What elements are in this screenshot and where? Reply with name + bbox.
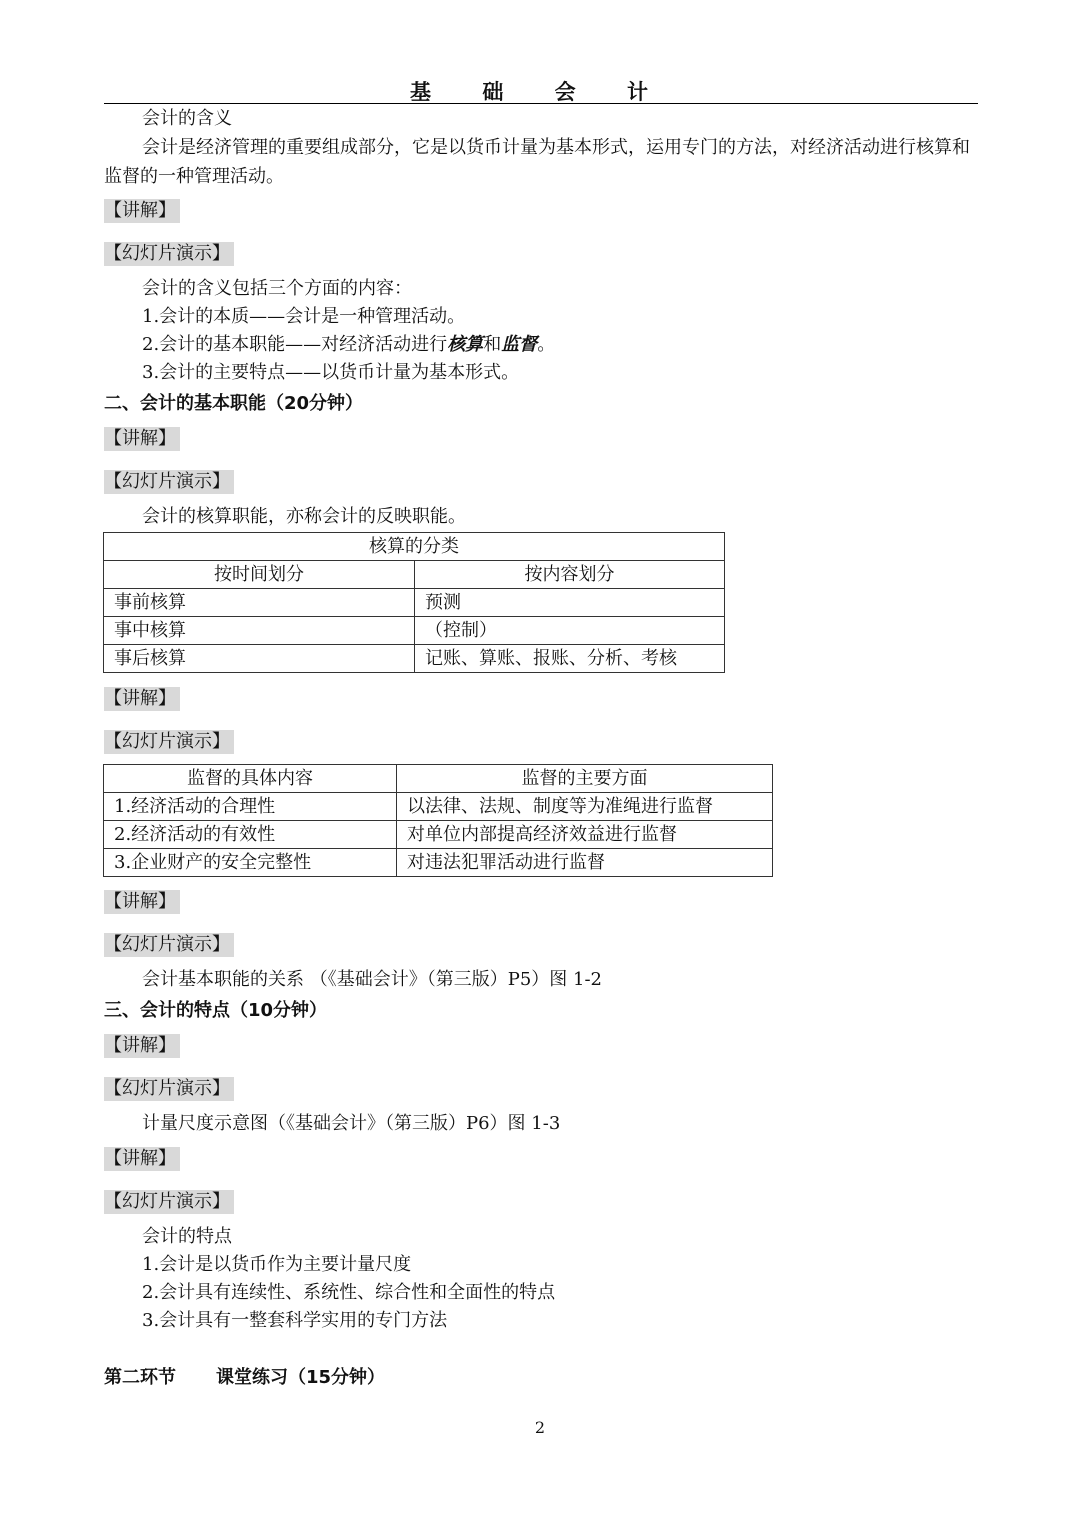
meaning-item-2-text: 2.会计的基本职能——对经济活动进行 bbox=[142, 334, 448, 355]
table-cell: 记账、算账、报账、分析、考核 bbox=[415, 645, 725, 673]
slides-tag: 【幻灯片演示】 bbox=[104, 1190, 234, 1214]
explain-tag: 【讲解】 bbox=[104, 427, 180, 451]
table-cell: 以法律、法规、制度等为准绳进行监督 bbox=[397, 793, 773, 821]
table-cell: 对单位内部提高经济效益进行监督 bbox=[397, 821, 773, 849]
emphasis-accounting: 核算 bbox=[447, 334, 484, 355]
section2-heading bbox=[104, 1364, 385, 1392]
meaning-definition: 会计是经济管理的重要组成部分，它是以货币计量为基本形式，运用专门的方法，对经济活动进行核算和监督的一种管理活动。 bbox=[104, 137, 970, 187]
column-header: 监督的具体内容 bbox=[104, 765, 397, 793]
function-relation-note: 会计基本职能的关系 （《基础会计》（第三版）P5）图 1-2 bbox=[142, 969, 602, 990]
explain-tag: 【讲解】 bbox=[104, 890, 180, 914]
slides-tag: 【幻灯片演示】 bbox=[104, 1077, 234, 1101]
slides-tag: 【幻灯片演示】 bbox=[104, 470, 234, 494]
meaning-item-3: 3.会计的主要特点——以货币计量为基本形式。 bbox=[142, 362, 520, 383]
column-header: 按时间划分 bbox=[104, 561, 415, 589]
slides-tag: 【幻灯片演示】 bbox=[104, 242, 234, 266]
meaning-intro: 会计的含义包括三个方面的内容： bbox=[142, 278, 412, 299]
column-header: 按内容划分 bbox=[415, 561, 725, 589]
meaning-item-2-end: 。 bbox=[537, 334, 556, 355]
feature-item-1: 1.会计是以货币作为主要计量尺度 bbox=[142, 1254, 412, 1275]
explain-tag: 【讲解】 bbox=[104, 199, 180, 223]
table-cell: 3.企业财产的安全完整性 bbox=[104, 849, 397, 877]
table-row bbox=[104, 821, 773, 849]
slides-tag: 【幻灯片演示】 bbox=[104, 730, 234, 754]
column-header: 监督的主要方面 bbox=[397, 765, 773, 793]
feature-item-3: 3.会计具有一整套科学实用的专门方法 bbox=[142, 1310, 448, 1331]
meaning-title: 会计的含义 bbox=[142, 108, 232, 129]
table-cell: 2.经济活动的有效性 bbox=[104, 821, 397, 849]
slides-tag: 【幻灯片演示】 bbox=[104, 933, 234, 957]
table-row bbox=[104, 849, 773, 877]
table-row bbox=[104, 589, 725, 617]
meaning-item-2 bbox=[142, 331, 555, 359]
table-row bbox=[104, 793, 773, 821]
features-title: 会计的特点 bbox=[142, 1226, 232, 1247]
emphasis-supervision: 监督 bbox=[501, 334, 538, 355]
table-cell: 预测 bbox=[415, 589, 725, 617]
supervision-table bbox=[103, 764, 773, 877]
page-header-title: 基 础 会 计 bbox=[410, 80, 670, 104]
section2-title: 课堂练习（15分钟） bbox=[216, 1367, 386, 1388]
table-cell: 对违法犯罪活动进行监督 bbox=[397, 849, 773, 877]
table-cell: 事中核算 bbox=[104, 617, 415, 645]
section-heading-features: 三、会计的特点（10分钟） bbox=[104, 1000, 328, 1021]
header-rule bbox=[104, 103, 978, 104]
accounting-function-note: 会计的核算职能，亦称会计的反映职能。 bbox=[142, 506, 466, 527]
explain-tag: 【讲解】 bbox=[104, 1147, 180, 1171]
page-number: 2 bbox=[534, 1418, 546, 1437]
meaning-item-1: 1.会计的本质——会计是一种管理活动。 bbox=[142, 306, 466, 327]
explain-tag: 【讲解】 bbox=[104, 1034, 180, 1058]
section-heading-functions: 二、会计的基本职能（20分钟） bbox=[104, 393, 364, 414]
measure-diagram-note: 计量尺度示意图（《基础会计》（第三版）P6）图 1-3 bbox=[142, 1113, 561, 1134]
meaning-item-2-and: 和 bbox=[483, 334, 502, 355]
table-cell: 1.经济活动的合理性 bbox=[104, 793, 397, 821]
explain-tag: 【讲解】 bbox=[104, 687, 180, 711]
accounting-classification-table bbox=[103, 532, 725, 673]
feature-item-2: 2.会计具有连续性、系统性、综合性和全面性的特点 bbox=[142, 1282, 556, 1303]
table-row bbox=[104, 617, 725, 645]
table-cell: 事前核算 bbox=[104, 589, 415, 617]
table-title: 核算的分类 bbox=[104, 533, 725, 561]
table-cell: （控制） bbox=[415, 617, 725, 645]
table-cell: 事后核算 bbox=[104, 645, 415, 673]
table-row bbox=[104, 645, 725, 673]
section2-label: 第二环节 bbox=[104, 1367, 176, 1388]
